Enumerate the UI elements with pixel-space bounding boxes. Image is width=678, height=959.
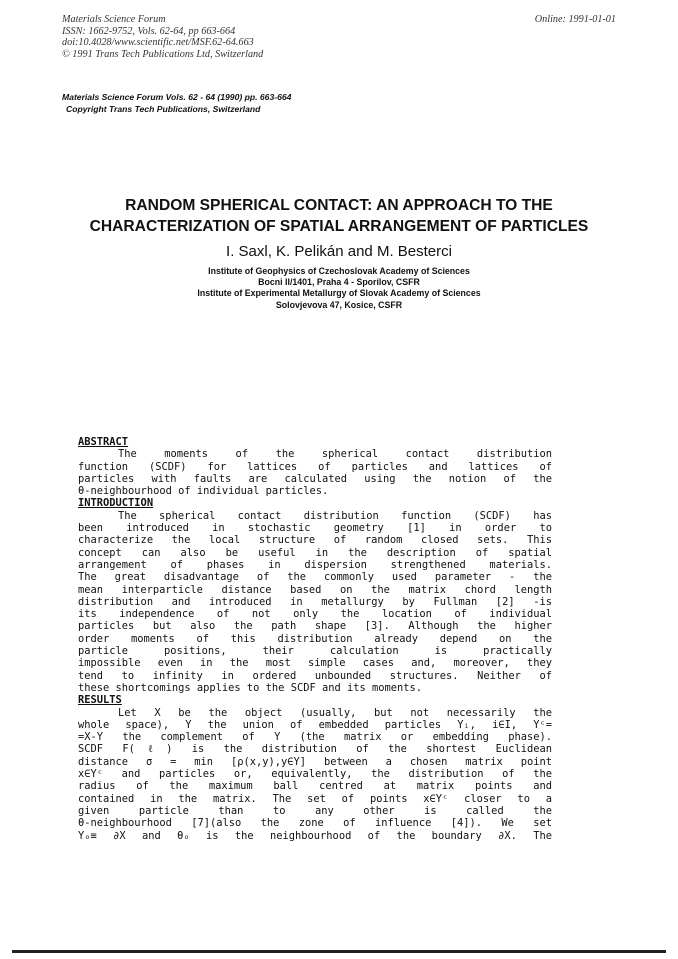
results-line: whole space), Y the union of embedded particles Yᵢ, i∈I, Yᶜ=: [78, 718, 552, 731]
affiliation-line: Institute of Geophysics of Czechoslovak Academy of Sciences: [208, 266, 470, 276]
results-line: θ-neighbourhood [7](also the zone of influence [4]). We set: [78, 817, 552, 830]
introduction-line: particle positions, their calculation is practically: [78, 645, 552, 658]
introduction-line: tend to infinity in ordered unbounded structures. Neither of: [78, 669, 552, 682]
abstract-heading: ABSTRACT: [78, 436, 129, 448]
journal-line: Materials Science Forum Vols. 62 - 64 (1990) pp. 663-664: [62, 92, 292, 102]
introduction-line: order moments of this distribution already depend on the: [78, 632, 552, 645]
affiliation-line: Bocni II/1401, Praha 4 - Sporilov, CSFR: [258, 277, 420, 288]
online-date: Online: 1991-01-01: [534, 14, 616, 25]
introduction-line: particles but also the path shape [3]. Although the higher: [78, 620, 552, 633]
results-line: given particle than to any other is called the: [78, 804, 552, 817]
results-line: Let X be the object (usually, but not necessarily the: [118, 706, 552, 719]
footer-rule: [12, 950, 666, 953]
abstract-line: θ-neighbourhood of individual particles.: [78, 485, 329, 498]
abstract-line: function (SCDF) for lattices of particles and lattices of: [78, 460, 552, 473]
title-line: CHARACTERIZATION OF SPATIAL ARRANGEMENT OF PARTICLES: [89, 218, 589, 235]
header-line: Materials Science Forum: [62, 14, 166, 25]
paper-title: [40, 195, 638, 237]
copyright-line: Copyright Trans Tech Publications, Switzerland: [66, 103, 261, 114]
introduction-line: arrangement of phases in dispersion strengthened materials.: [78, 558, 552, 571]
journal-info: [62, 92, 291, 115]
introduction-line: characterize the local structure of random closed sets. This: [78, 534, 552, 547]
introduction-line: been introduced in stochastic geometry [1] in order to: [78, 522, 552, 535]
results-line: SCDF F(ℓ) is the distribution of the shortest Euclidean: [78, 743, 552, 756]
results-line: contained in the matrix. The set of points x∈Yᶜ closer to a: [78, 792, 552, 805]
affiliations: [40, 266, 638, 311]
introduction-line: these shortcomings applies to the SCDF and its moments.: [78, 681, 423, 694]
header-line: © 1991 Trans Tech Publications Ltd, Switzerland: [62, 48, 264, 60]
introduction-line: The spherical contact distribution function (SCDF) has: [118, 509, 552, 522]
introduction-line: distribution and introduced in metallurgy by Fullman [2] -is: [78, 595, 552, 608]
introduction-line: The great disadvantage of the commonly used parameter - the: [78, 571, 552, 584]
introduction-line: concept can also be useful in the description of spatial: [78, 546, 552, 559]
header-line: ISSN: 1662-9752, Vols. 62-64, pp 663-664: [62, 25, 236, 37]
paper-body: [78, 436, 552, 842]
results-line: distance σ = min [ρ(x,y),y∈Y] between a chosen matrix point: [78, 755, 552, 768]
abstract-line: particles with faults are calculated using the notion of the: [78, 472, 552, 485]
citation-header: [62, 14, 263, 60]
results-line: =X-Y the complement of Y (the matrix or embedding phase).: [78, 731, 552, 744]
affiliation-line: Institute of Experimental Metallurgy of Slovak Academy of Sciences: [197, 288, 481, 299]
affiliation-line: Solovjevova 47, Kosice, CSFR: [275, 299, 403, 310]
header-line: doi:10.4028/www.scientific.net/MSF.62-64.663: [62, 37, 254, 49]
results-line: Yₒ≡ ∂X and θₒ is the neighbourhood of the boundary ∂X. The: [78, 829, 552, 842]
introduction-line: its independence of not only the location of individual: [78, 608, 552, 621]
authors: I. Saxl, K. Pelikán and M. Besterci: [226, 243, 452, 260]
introduction-line: impossible even in the most simple cases and, moreover, they: [78, 657, 552, 670]
results-heading: RESULTS: [78, 694, 122, 707]
title-line: RANDOM SPHERICAL CONTACT: AN APPROACH TO THE: [125, 197, 553, 214]
introduction-heading: INTRODUCTION: [78, 497, 154, 510]
abstract-line: The moments of the spherical contact distribution: [118, 448, 552, 461]
results-line: radius of the maximum ball centred at matrix points and: [78, 780, 552, 793]
results-line: x∈Yᶜ and particles or, equivalently, the distribution of the: [78, 768, 552, 781]
introduction-line: mean interparticle distance based on the matrix chord length: [78, 583, 552, 596]
